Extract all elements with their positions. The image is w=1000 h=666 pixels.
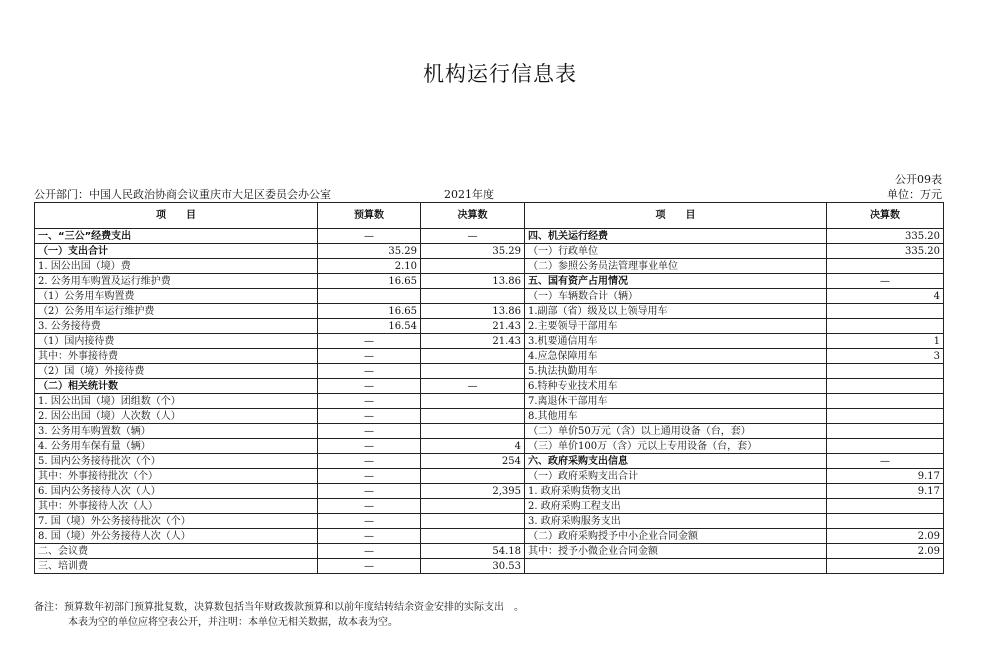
header-actual-right: 决算数 <box>827 203 944 229</box>
actual-value <box>421 364 525 379</box>
budget-value: — <box>318 484 421 499</box>
actual-value <box>421 259 525 274</box>
table-row <box>35 394 944 409</box>
item-right: 7.离退休干部用车 <box>525 394 827 409</box>
table-row <box>35 379 944 394</box>
table-row <box>35 484 944 499</box>
header-actual: 决算数 <box>421 203 525 229</box>
meta-row <box>34 186 942 201</box>
table-row <box>35 259 944 274</box>
item-left: 其中：外事接待人次（人） <box>35 499 318 514</box>
table-row <box>35 499 944 514</box>
item-right <box>525 559 827 574</box>
actual-value: 21.43 <box>421 319 525 334</box>
right-value <box>827 379 944 394</box>
department-label: 公开部门：中国人民政治协商会议重庆市大足区委员会办公室 <box>34 188 331 201</box>
table-row <box>35 334 944 349</box>
actual-value <box>421 409 525 424</box>
actual-value <box>421 349 525 364</box>
item-right: 2.主要领导干部用车 <box>525 319 827 334</box>
table-row <box>35 439 944 454</box>
budget-value: — <box>318 349 421 364</box>
actual-value: 21.43 <box>421 334 525 349</box>
item-left: 7. 国（境）外公务接待批次（个） <box>35 514 318 529</box>
actual-value: — <box>421 379 525 394</box>
actual-value: 254 <box>421 454 525 469</box>
budget-value: 16.65 <box>318 274 421 289</box>
item-left: 6. 国内公务接待人次（人） <box>35 484 318 499</box>
budget-value: — <box>318 529 421 544</box>
item-right: （二）政府采购授予中小企业合同金额 <box>525 529 827 544</box>
item-left: 1. 因公出国（境）费 <box>35 259 318 274</box>
item-left: 8. 国（境）外公务接待人次（人） <box>35 529 318 544</box>
actual-value: 13.86 <box>421 304 525 319</box>
item-left: （2）国（境）外接待费 <box>35 364 318 379</box>
item-right: 3.机要通信用车 <box>525 334 827 349</box>
actual-value <box>421 424 525 439</box>
item-left: 3. 公务用车购置数（辆） <box>35 424 318 439</box>
table-row <box>35 469 944 484</box>
budget-value: 35.29 <box>318 244 421 259</box>
actual-value <box>421 514 525 529</box>
right-value <box>827 364 944 379</box>
actual-value <box>421 529 525 544</box>
item-left: 三、培训费 <box>35 559 318 574</box>
item-right: 五、国有资产占用情况 <box>525 274 827 289</box>
table-row <box>35 409 944 424</box>
item-left: （1）国内接待费 <box>35 334 318 349</box>
unit-label: 单位：万元 <box>887 188 942 201</box>
table-row <box>35 529 944 544</box>
right-value: 1 <box>827 334 944 349</box>
table-row <box>35 244 944 259</box>
item-left: 其中：外事接待批次（个） <box>35 469 318 484</box>
budget-value: — <box>318 424 421 439</box>
budget-value: — <box>318 454 421 469</box>
right-value <box>827 514 944 529</box>
actual-value: — <box>421 229 525 244</box>
item-left: 1. 因公出国（境）团组数（个） <box>35 394 318 409</box>
note-line-1: 备注：预算数年初部门预算批复数，决算数包括当年财政拨款预算和以前年度结转结余资金安排的实际支出 。 <box>34 602 524 613</box>
actual-value <box>421 499 525 514</box>
item-right: （一）行政单位 <box>525 244 827 259</box>
item-right: 四、机关运行经费 <box>525 229 827 244</box>
item-left: 2. 公务用车购置及运行维护费 <box>35 274 318 289</box>
right-value: 9.17 <box>827 484 944 499</box>
item-left: （2）公务用车运行维护费 <box>35 304 318 319</box>
item-left: （一）支出合计 <box>35 244 318 259</box>
item-right: （二）参照公务员法管理事业单位 <box>525 259 827 274</box>
item-left: （二）相关统计数 <box>35 379 318 394</box>
item-left: 一、“三公”经费支出 <box>35 229 318 244</box>
right-value <box>827 394 944 409</box>
actual-value: 35.29 <box>421 244 525 259</box>
item-right: 8.其他用车 <box>525 409 827 424</box>
page-title: 机构运行信息表 <box>423 62 577 86</box>
header-budget: 预算数 <box>318 203 421 229</box>
budget-value: 16.65 <box>318 304 421 319</box>
budget-value: 2.10 <box>318 259 421 274</box>
notes <box>34 600 524 630</box>
item-left: （1）公务用车购置费 <box>35 289 318 304</box>
budget-value: — <box>318 409 421 424</box>
budget-value: — <box>318 379 421 394</box>
budget-value: — <box>318 439 421 454</box>
budget-value: — <box>318 469 421 484</box>
item-left: 5. 国内公务接待批次（个） <box>35 454 318 469</box>
actual-value <box>421 394 525 409</box>
item-right: （一）车辆数合计（辆） <box>525 289 827 304</box>
item-left: 二、会议费 <box>35 544 318 559</box>
table-row <box>35 304 944 319</box>
budget-value: — <box>318 364 421 379</box>
item-right: （一）政府采购支出合计 <box>525 469 827 484</box>
note-line-2: 本表为空的单位应将空表公开，并注明：本单位无相关数据，故本表为空。 <box>68 617 398 628</box>
item-right: 6.特种专业技术用车 <box>525 379 827 394</box>
actual-value: 30.53 <box>421 559 525 574</box>
table-row <box>35 424 944 439</box>
item-right: 六、政府采购支出信息 <box>525 454 827 469</box>
item-left: 3. 公务接待费 <box>35 319 318 334</box>
table-row <box>35 514 944 529</box>
budget-value: — <box>318 544 421 559</box>
form-number: 公开09表 <box>895 173 942 186</box>
item-right: 2. 政府采购工程支出 <box>525 499 827 514</box>
budget-value: — <box>318 514 421 529</box>
actual-value: 13.86 <box>421 274 525 289</box>
budget-value: — <box>318 334 421 349</box>
right-value: — <box>827 274 944 289</box>
actual-value: 54.18 <box>421 544 525 559</box>
table-row <box>35 274 944 289</box>
budget-value: — <box>318 394 421 409</box>
budget-value <box>318 289 421 304</box>
right-value: 335.20 <box>827 229 944 244</box>
right-value: 3 <box>827 349 944 364</box>
header-item-right: 项 目 <box>525 203 827 229</box>
actual-value <box>421 289 525 304</box>
year-label: 2021年度 <box>444 188 494 201</box>
header-item-left: 项 目 <box>35 203 318 229</box>
info-table <box>34 202 944 574</box>
budget-value: — <box>318 229 421 244</box>
budget-value: 16.54 <box>318 319 421 334</box>
right-value: — <box>827 454 944 469</box>
right-value: 4 <box>827 289 944 304</box>
budget-value: — <box>318 559 421 574</box>
item-right: 其中：授予小微企业合同金额 <box>525 544 827 559</box>
table-row <box>35 364 944 379</box>
budget-value: — <box>318 499 421 514</box>
table-header-row <box>35 203 944 229</box>
item-left: 其中：外事接待费 <box>35 349 318 364</box>
right-value <box>827 304 944 319</box>
right-value: 9.17 <box>827 469 944 484</box>
right-value <box>827 409 944 424</box>
table-row <box>35 349 944 364</box>
table-row <box>35 559 944 574</box>
item-right: 1. 政府采购货物支出 <box>525 484 827 499</box>
actual-value: 2,395 <box>421 484 525 499</box>
item-left: 4. 公务用车保有量（辆） <box>35 439 318 454</box>
right-value: 2.09 <box>827 529 944 544</box>
item-right: 5.执法执勤用车 <box>525 364 827 379</box>
table-row <box>35 319 944 334</box>
right-value: 2.09 <box>827 544 944 559</box>
actual-value: 4 <box>421 439 525 454</box>
right-value <box>827 259 944 274</box>
table-row <box>35 289 944 304</box>
table-row <box>35 544 944 559</box>
right-value <box>827 499 944 514</box>
right-value <box>827 439 944 454</box>
item-left: 2. 因公出国（境）人次数（人） <box>35 409 318 424</box>
right-value <box>827 319 944 334</box>
item-right: 4.应急保障用车 <box>525 349 827 364</box>
right-value: 335.20 <box>827 244 944 259</box>
item-right: （二）单价50万元（含）以上通用设备（台，套） <box>525 424 827 439</box>
right-value <box>827 424 944 439</box>
actual-value <box>421 469 525 484</box>
table-row <box>35 454 944 469</box>
item-right: 1.副部（省）级及以上领导用车 <box>525 304 827 319</box>
table-row <box>35 229 944 244</box>
item-right: （三）单价100万（含）元以上专用设备（台，套） <box>525 439 827 454</box>
item-right: 3. 政府采购服务支出 <box>525 514 827 529</box>
right-value <box>827 559 944 574</box>
